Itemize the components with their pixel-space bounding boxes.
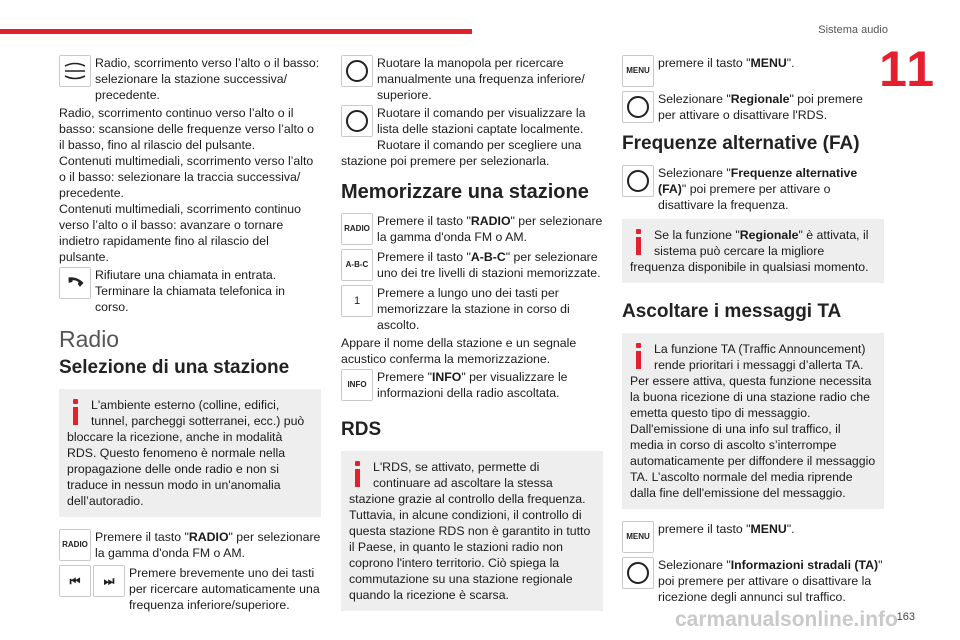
info-icon — [349, 461, 367, 489]
radio-continuous-text: Radio, scorrimento continuo verso l’alto o il basso: scansione delle frequenze verso l’alto o il basso, fino al rilascio del pulsante. — [59, 106, 314, 152]
header-accent-bar — [0, 29, 472, 34]
traffic-info-item — [622, 557, 884, 605]
menu-key-item-1 — [622, 55, 884, 89]
knob-list-text: Ruotare il comando per visualizzare la lista delle stazioni captate localmente. Ruotare il comando per scegliere una stazione poi premere per selezionarla. — [341, 106, 586, 168]
seek-back-icon: ⏮ — [59, 565, 91, 597]
rotary-knob-icon — [622, 165, 654, 197]
heading-rds: RDS — [341, 419, 382, 440]
info-note-ta — [622, 333, 884, 509]
abc-text: Premere il tasto "A-B-C" per selezionare uno dei tre livelli di stazioni memorizzate. — [377, 250, 601, 280]
heading-memorize: Memorizzare una stazione — [341, 181, 589, 203]
knob-list-item — [341, 105, 603, 169]
preset-item — [341, 285, 603, 333]
page-number: 163 — [896, 611, 915, 623]
memo-radio-item — [341, 213, 603, 247]
column-3 — [622, 55, 884, 607]
note-ta-text-3: Dall'emissione di una info sul traffico, il media in corso di ascolto s’interrompe automaticamente per diffondere il messaggio TA. L’ascolto normale del media riprende dalla fine dell'emissione del messaggio. — [630, 422, 876, 500]
watermark: carmanualsonline.info — [675, 608, 898, 631]
info-key-text: Premere "INFO" per visualizzare le informazioni della radio ascoltata. — [377, 370, 568, 400]
column-2 — [341, 55, 603, 623]
info-icon — [630, 343, 648, 371]
media-continuous-text: Contenuti multimediali, scorrimento continuo verso l’alto o il basso: avanzare o tornare indietro rapidamente fino al rilascio del pulsante. — [59, 202, 301, 264]
traffic-info-text: Selezionare "Informazioni stradali (TA)" poi premere per attivare o disattivare la ricezione degli annunci sul traffico. — [658, 558, 883, 604]
radio-key-item — [59, 529, 321, 563]
note-alt-freq-text: Se la funzione "Regionale" è attivata, il sistema può cercare la migliore frequenza disponibile in qualsiasi momento. — [630, 228, 869, 274]
rotary-knob-icon — [622, 557, 654, 589]
note-environment-text: L'ambiente esterno (colline, edifici, tunnel, parcheggi sotterranei, ecc.) può bloccare la ricezione, anche in modalità RDS. Questo fenomeno è normale nella propagazione delle onde radio e non si traduce in nessun modo in un'anomalia dell’autoradio. — [67, 398, 305, 508]
radio-key-text: Premere il tasto "RADIO" per selezionare la gamma d'onda FM o AM. — [95, 530, 321, 560]
hang-up-phone-icon — [59, 267, 91, 299]
info-icon — [630, 229, 648, 257]
heading-alt-freq: Frequenze alternative (FA) — [622, 133, 860, 154]
info-note-rds — [341, 451, 603, 611]
column-1 — [59, 55, 321, 615]
info-note-environment — [59, 389, 321, 517]
radio-scroll-text: Radio, scorrimento verso l’alto o il basso: selezionare la stazione successiva/ precedente. — [95, 56, 320, 102]
steering-wheel-scroll-icon — [59, 55, 91, 87]
menu-button-icon: MENU — [622, 521, 654, 553]
menu-key-item-2 — [622, 521, 884, 555]
preset-long-press-text: Premere a lungo uno dei tasti per memorizzare la stazione in corso di ascolto. — [377, 286, 570, 332]
radio-button-icon: RADIO — [59, 529, 91, 561]
preset-1-button-icon: 1 — [341, 285, 373, 317]
preset-confirm-text: Appare il nome della stazione e un segnale acustico conferma la memorizzazione. — [341, 336, 577, 366]
seek-item — [59, 565, 321, 613]
abc-item — [341, 249, 603, 283]
info-note-alt-freq — [622, 219, 884, 283]
phone-text: Rifiutare una chiamata in entrata. Terminare la chiamata telefonica in corso. — [95, 268, 286, 314]
menu-key-text-2: premere il tasto "MENU". — [658, 522, 795, 536]
phone-item — [59, 267, 321, 315]
knob-manual-item — [341, 55, 603, 103]
knob-manual-text: Ruotare la manopola per ricercare manualmente una frequenza inferiore/ superiore. — [377, 56, 585, 102]
rotary-knob-icon — [341, 105, 373, 137]
menu-key-text-1: premere il tasto "MENU". — [658, 56, 795, 70]
media-scroll-text: Contenuti multimediali, scorrimento verso l’alto o il basso: selezionare la traccia successiva/ precedente. — [59, 154, 314, 200]
radio-button-icon: RADIO — [341, 213, 373, 245]
heading-select-station: Selezione di una stazione — [59, 357, 290, 378]
info-button-icon: INFO — [341, 369, 373, 401]
heading-ta: Ascoltare i messaggi TA — [622, 301, 842, 322]
abc-button-icon: A-B-C — [341, 249, 373, 281]
rotary-knob-icon — [622, 91, 654, 123]
alt-freq-text: Selezionare "Frequenze alternative (FA)" poi premere per attivare o disattivare la frequenza. — [658, 166, 858, 212]
seek-forward-icon: ⏭ — [93, 565, 125, 597]
steering-scroll-item — [59, 55, 321, 103]
heading-radio: Radio — [59, 326, 120, 352]
info-key-item — [341, 369, 603, 403]
alt-freq-item — [622, 165, 884, 213]
menu-button-icon: MENU — [622, 55, 654, 87]
section-title: Sistema audio — [818, 24, 888, 36]
seek-text: Premere brevemente uno dei tasti per ricercare automaticamente una frequenza inferiore/superiore. — [129, 566, 320, 612]
note-ta-text-2: Per essere attiva, questa funzione necessita la buona ricezione di una stazione radio che emetta questo tipo di messaggio. — [630, 374, 872, 420]
chapter-number: 11 — [879, 41, 936, 97]
rotary-knob-icon — [341, 55, 373, 87]
memo-radio-text: Premere il tasto "RADIO" per selezionare la gamma d'onda FM o AM. — [377, 214, 603, 244]
note-rds-text: L'RDS, se attivato, permette di continuare ad ascoltare la stessa stazione grazie al controllo della frequenza. Tuttavia, in alcune condizioni, il controllo di questa stazione RDS non è garantito in tutto il Paese, in quanto le stazioni radio non coprono l'intero territorio. Ciò spiega la commutazione su una stazione regionale quando la ricezione è scarsa. — [349, 460, 591, 602]
note-ta-text-1: La funzione TA (Traffic Announcement) rende prioritari i messaggi d’allerta TA. — [654, 342, 866, 372]
regional-text: Selezionare "Regionale" poi premere per attivare o disattivare l'RDS. — [658, 92, 863, 122]
regional-item — [622, 91, 884, 125]
info-icon — [67, 399, 85, 427]
